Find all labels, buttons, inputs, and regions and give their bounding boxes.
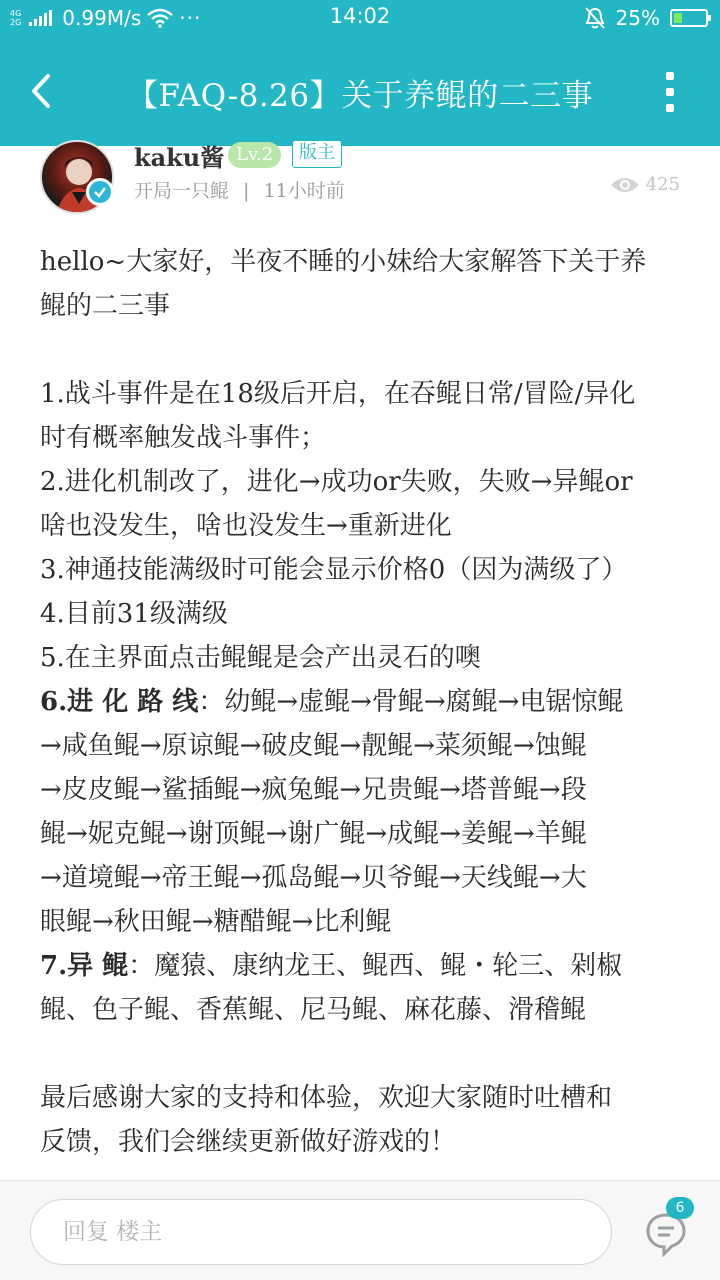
post-line: →道境鲲→帝王鲲→孤岛鲲→贝爷鲲→天线鲲→大	[40, 863, 587, 893]
dot-icon	[666, 72, 674, 80]
back-button[interactable]	[24, 66, 64, 116]
post-line: 4.目前31级满级	[40, 599, 228, 629]
post-line: hello~大家好，半夜不睡的小妹给大家解答下关于养	[40, 247, 647, 277]
post-line: 1.战斗事件是在18级后开启，在吞鲲日常/冒险/异化	[40, 379, 636, 409]
post-author-row	[0, 142, 720, 226]
post-line: 鲲的二三事	[40, 291, 171, 321]
comment-count-badge: 6	[666, 1197, 694, 1219]
mutant-text: ：魔猿、康纳龙王、鲲西、鲲・轮三、剁椒	[128, 951, 623, 981]
post-line: →咸鱼鲲→原谅鲲→破皮鲲→靓鲲→菜须鲲→蚀鲲	[40, 731, 587, 761]
more-notifications-icon: ···	[179, 6, 202, 30]
post-line: →皮皮鲲→鲨插鲲→疯兔鲲→兄贵鲲→塔普鲲→段	[40, 775, 587, 805]
post-line: 3.神通技能满级时可能会显示价格0（因为满级了）	[40, 555, 628, 585]
evolution-route-label: 6.进 化 路 线	[40, 687, 199, 717]
view-count-value: 425	[645, 174, 680, 195]
meta-separator: |	[243, 180, 250, 202]
post-blank-line	[40, 1032, 690, 1076]
mutant-label: 7.异 鲲	[40, 951, 129, 981]
post-line: 鲲→妮克鲲→谢顶鲲→谢广鲲→成鲲→姜鲲→羊鲲	[40, 819, 587, 849]
level-badge: Lv.2	[228, 142, 281, 168]
post-line: 反馈，我们会继续更新做好游戏的！	[40, 1127, 457, 1157]
post-blank-line	[40, 328, 690, 372]
dot-icon	[666, 88, 674, 96]
reply-input[interactable]: 回复 楼主	[30, 1199, 612, 1265]
status-bar	[0, 0, 720, 36]
post-content	[40, 240, 690, 1164]
author-name[interactable]: kaku酱	[134, 143, 225, 172]
dot-icon	[666, 104, 674, 112]
more-options-button[interactable]	[660, 72, 680, 112]
battery-icon	[670, 9, 708, 27]
page-title: 【FAQ-8.26】关于养鲲的二三事	[126, 78, 594, 114]
author-signature: 开局一只鲲	[134, 180, 230, 202]
post-line: 啥也没发生，啥也没发生→重新进化	[40, 511, 452, 541]
bottom-reply-bar	[0, 1180, 720, 1280]
battery-fill	[674, 13, 682, 23]
post-line	[40, 944, 690, 988]
role-badge: 版主	[292, 140, 342, 168]
post-line: 5.在主界面点击鲲鲲是会产出灵石的噢	[40, 643, 481, 673]
status-bar-right	[584, 0, 708, 36]
post-line: 眼鲲→秋田鲲→糖醋鲲→比利鲲	[40, 907, 392, 937]
eye-icon	[610, 175, 640, 195]
post-line: 2.进化机制改了，进化→成功or失败，失败→异鲲or	[40, 467, 633, 497]
app-header	[0, 36, 720, 146]
evolution-route-text: ：幼鲲→虚鲲→骨鲲→腐鲲→电锯惊鲲	[198, 687, 624, 717]
clock: 14:02	[329, 4, 391, 28]
post-line: 时有概率触发战斗事件；	[40, 423, 327, 453]
post-time: 11小时前	[263, 180, 345, 202]
post-line: 鲲、色子鲲、香蕉鲲、尼马鲲、麻花藤、滑稽鲲	[40, 995, 587, 1025]
post-line	[40, 680, 690, 724]
view-count	[610, 174, 680, 195]
silent-bell-icon	[584, 6, 606, 30]
author-meta	[134, 176, 345, 203]
network-speed: 0.99M/s	[62, 6, 142, 30]
battery-percent: 25%	[615, 6, 660, 30]
post-line: 最后感谢大家的支持和体验，欢迎大家随时吐槽和	[40, 1083, 613, 1113]
network-type-top: 4G	[10, 9, 22, 18]
verified-badge-icon	[86, 178, 114, 206]
network-type-bottom: 2G	[10, 18, 22, 27]
chevron-left-icon	[24, 66, 64, 116]
